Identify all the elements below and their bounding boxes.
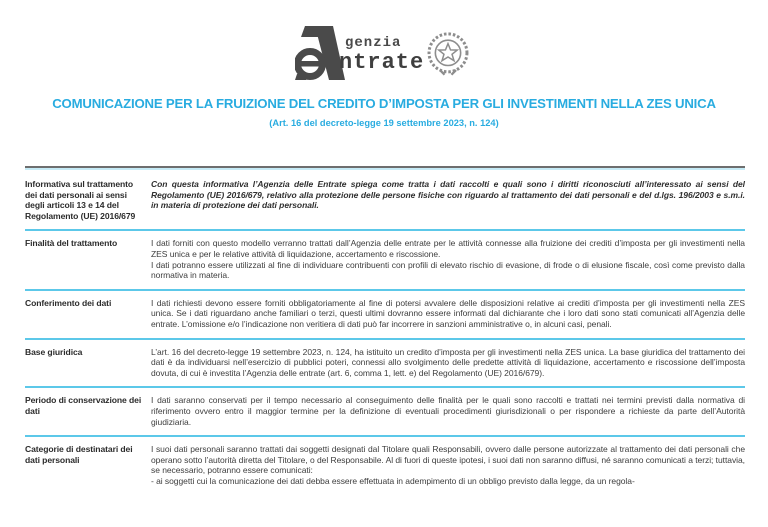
paragraph: I dati forniti con questo modello verranno trattati dall’Agenzia delle entrate per le attività connesse alla fruizione dei crediti d’imposta per gli investimenti nella ZES unica e per le relative attività di liquidazione, accertamento e riscossione. [151,238,745,259]
logo-text-ntrate: ntrate [339,50,425,75]
section-body [151,444,745,486]
paragraph: I dati potranno essere utilizzati al fine di individuare contribuenti con profili di elevato rischio di evasione, di frode o di elusione fiscale, così come previsto dalla normativa in materia. [151,259,745,281]
paragraph: I dati richiesti devono essere forniti obbligatoriamente al fine di potersi avvalere delle disposizioni relative ai crediti d’imposta per gli investimenti nella ZES unica. Se i dati riguardano anche familiari o terzi, questi ultimi dovranno essere informati dal dichiarante che i loro dati sono stati comunicati all’Agenzia delle entrate. L’omissione e/o l’indicazione non veritiera di dati può far incorrere in sanzioni amministrative o, in alcuni casi, penali. [151,297,745,329]
section-body [151,298,745,330]
header-divider [25,166,745,168]
section-body [151,238,745,280]
section-conferimento [25,291,745,340]
section-informativa [25,172,745,231]
section-label: Conferimento dei dati [25,297,112,308]
section-label: Categorie di destinatari dei dati personali [25,444,133,465]
section-base-giuridica [25,340,745,389]
section-body [151,395,745,427]
section-label: Periodo di conservazione dei dati [25,395,142,416]
section-categorie-destinatari [25,437,745,494]
paragraph: I suoi dati personali saranno trattati dai soggetti designati dal Titolare quali Responsabili, ovvero dalle persone autorizzate al trattamento dei dati personali che operano sotto l’autorità diretta del Titolare, o del Responsabile. Al di fuori di queste ipotesi, i suoi dati non saranno diffusi, né saranno comunicati a terzi; tuttavia, se necessario, potranno essere comunicati: [151,444,745,476]
paragraph: - ai soggetti cui la comunicazione dei dati debba essere effettuata in adempimento di un obbligo previsto dalla legge, da un regola- [151,475,635,486]
header [0,24,768,88]
title-block [0,96,768,128]
agenzia-entrate-logo [295,24,475,86]
section-periodo-conservazione [25,388,745,437]
paragraph: L’art. 16 del decreto-legge 19 settembre 2023, n. 124, ha istituito un credito d’imposta per gli investimenti nella ZES unica. La base giuridica del trattamento dei dati è da individuarsi nell’esercizio di pubblici poteri, connessi allo svolgimento delle predette attività di liquidazione, accertamento e riscossione dell’imposta dovuta, di cui è investita l’Agenzia delle entrate (art. 6, comma 1, lett. e) del Regolamento (UE) 2016/679). [151,346,745,378]
section-body [151,347,745,379]
section-finalita [25,231,745,290]
paragraph: Con questa informativa l’Agenzia delle Entrate spiega come tratta i dati raccolti e quali sono i diritti riconosciuti all’interessato ai sensi del Regolamento (UE) 2016/679, relativo alla protezione delle persone fisiche con riguardo al trattamento dei dati personali e del d.lgs. 196/2003 e s.m.i. in materia di protezione dei dati personali. [151,179,745,211]
italian-republic-emblem-icon [425,28,471,80]
page-subtitle: (Art. 16 del decreto-legge 19 settembre 2023, n. 124) [269,118,499,128]
section-label: Base giuridica [25,346,83,357]
section-label: Finalità del trattamento [25,238,118,249]
sections-container [25,172,745,527]
section-body [151,179,745,221]
section-label: Informativa sul trattamento dei dati personali ai sensi degli articoli 13 e 14 del Regolamento (UE) 2016/679 [25,179,136,221]
logo-text-genzia: genzia [345,35,402,51]
page-title: COMUNICAZIONE PER LA FRUIZIONE DEL CREDITO D’IMPOSTA PER GLI INVESTIMENTI NELLA ZES UNICA [52,96,716,111]
paragraph: I dati saranno conservati per il tempo necessario al conseguimento delle finalità per le quali sono raccolti e trattati nei termini previsti dalla normativa di riferimento ovvero entro il maggior termine per la definizione di eventuali procedimenti giurisdizionali o per rispondere a richieste da parte dell’Autorità giudiziaria. [151,395,745,427]
